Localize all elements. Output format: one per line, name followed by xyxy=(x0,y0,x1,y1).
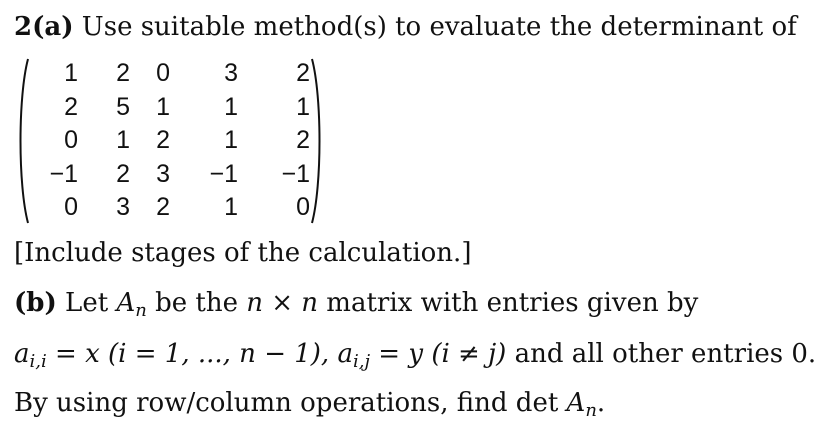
part-b-heading xyxy=(14,286,698,328)
matrix-cell: 0 xyxy=(296,193,310,221)
equals-x: = x xyxy=(46,339,109,369)
question-2a-heading xyxy=(14,10,797,44)
matrix-cell: 3 xyxy=(156,159,170,188)
entry-a-ij: a xyxy=(337,339,353,369)
matrix-cell: 2 xyxy=(156,193,170,221)
matrix-cell: 3 xyxy=(224,59,238,87)
matrix-cell: 1 xyxy=(64,59,78,87)
matrix-row xyxy=(38,191,310,225)
matrix-row xyxy=(38,91,310,125)
matrix-symbol-subscript-n: n xyxy=(135,300,147,321)
part-a-text: Use suitable method(s) to evaluate the determinant of xyxy=(73,12,797,42)
subscript-ii: i,i xyxy=(29,351,47,372)
matrix-cell: 2 xyxy=(156,126,170,154)
matrix-row xyxy=(38,124,310,158)
matrix-row xyxy=(38,57,310,91)
subscript-ij: i,j xyxy=(352,351,371,372)
matrix-cell: 1 xyxy=(156,92,170,121)
equals-y: = y xyxy=(370,339,432,369)
matrix-cell: 3 xyxy=(116,193,130,221)
matrix-symbol-a: A xyxy=(116,288,136,318)
entries-tail: and all other entries 0. xyxy=(506,339,817,369)
final-text-2: . xyxy=(596,388,606,418)
part-b-label: (b) xyxy=(14,288,57,318)
matrix-cell: 2 xyxy=(116,159,130,188)
det-subscript-n: n xyxy=(585,400,597,421)
part-b-text-3: matrix with entries given by xyxy=(318,288,699,318)
matrix-cell: 0 xyxy=(64,126,78,154)
part-b-text-1: Let xyxy=(56,288,117,318)
entry-a-ii: a xyxy=(14,339,30,369)
matrix xyxy=(16,57,324,225)
matrix-cell: −1 xyxy=(49,159,78,188)
matrix-cell: −1 xyxy=(209,159,238,188)
part-b-text-2: be the xyxy=(146,288,247,318)
left-parenthesis xyxy=(16,57,30,225)
matrix-row xyxy=(38,158,310,192)
matrix-cell: 1 xyxy=(116,126,130,154)
matrix-cell: 0 xyxy=(156,59,170,87)
det-symbol-a: A xyxy=(566,388,586,418)
range-1: (i = 1, ..., n − 1), xyxy=(108,339,338,369)
final-instruction xyxy=(14,386,605,428)
matrix-cell: 1 xyxy=(224,193,238,221)
matrix-cell: 1 xyxy=(224,126,238,154)
entries-definition xyxy=(14,337,816,379)
matrix-cell: 2 xyxy=(296,59,310,87)
final-text-1: By using row/column operations, find det xyxy=(14,388,567,418)
matrix-cell: 2 xyxy=(116,59,130,87)
range-2: (i ≠ j) xyxy=(431,339,507,369)
matrix-cell: 1 xyxy=(224,92,238,121)
right-parenthesis xyxy=(310,57,324,225)
matrix-cell: 1 xyxy=(296,92,310,121)
matrix-cell: 0 xyxy=(64,193,78,221)
n-times-n: n × n xyxy=(246,288,319,318)
instruction-text: [Include stages of the calculation.] xyxy=(14,238,472,268)
matrix-grid xyxy=(38,57,310,225)
matrix-cell: 2 xyxy=(64,92,78,121)
matrix-cell: 2 xyxy=(296,126,310,154)
matrix-cell: 5 xyxy=(116,92,130,121)
matrix-cell: −1 xyxy=(281,159,310,188)
part-a-number: 2(a) xyxy=(14,12,74,42)
